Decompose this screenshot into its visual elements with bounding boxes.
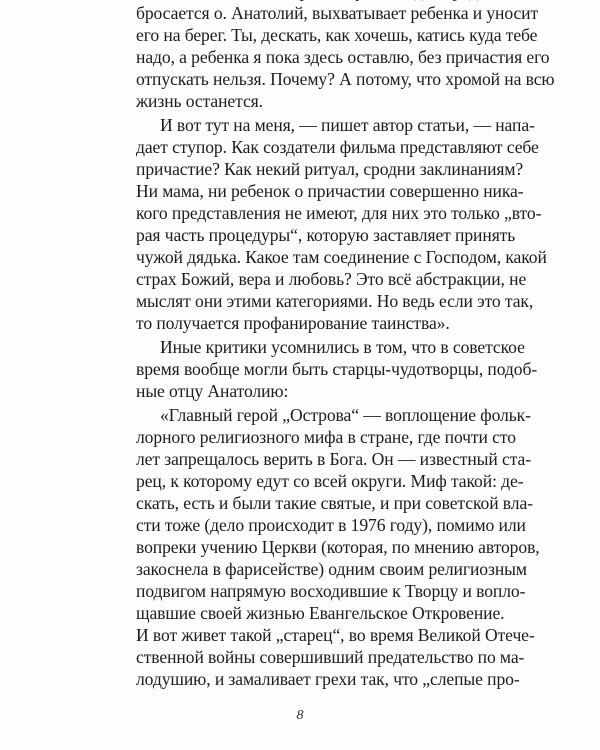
text-line: рец, к которому едут со всей округи. Миф такой: де-: [136, 471, 524, 491]
text-line: лорного религиозного мифа в стране, где почти сто: [136, 427, 516, 447]
text-line: дает ступор. Как создатели фильма представляют себе: [136, 137, 539, 157]
text-line: Иные критики усомнились в том, что в советское: [160, 337, 525, 357]
text-line: сти тоже (дело происходит в 1976 году), помимо или: [136, 515, 526, 535]
text-line: причастие? Как некий ритуал, сродни заклинаниям?: [136, 159, 524, 179]
text-line: «Главный герой „Острова“ — воплощение фольк-: [160, 405, 531, 425]
text-line: кого представления не имеют, для них это только „вто-: [136, 203, 542, 223]
page-number: 8: [296, 708, 304, 723]
text-line: И вот живет такой „старец“, во время Великой Отече-: [136, 625, 535, 645]
text-line: рая часть процедуры“, которую заставляет принять: [136, 225, 516, 245]
text-line: его на берег. Ты, дескать, как хочешь, катись куда тебе: [136, 25, 538, 45]
text-line: отпускать нельзя. Почему? А потому, что хромой на всю: [136, 69, 555, 89]
text-line: чужой дядька. Какое там соединение с Господом, какой: [136, 247, 547, 267]
text-line: вопреки учению Церкви (которая, по мнению авторов,: [136, 537, 540, 557]
text-line: Ни мама, ни ребенок о причастии совершенно ника-: [136, 181, 524, 201]
text-line: лет запрещалось верить в Бога. Он — известный ста-: [136, 449, 532, 469]
text-line: щавшие своей жизнью Евангельское Откровение.: [136, 603, 505, 623]
text-line: скать, есть и были такие святые, и при советской вла-: [136, 493, 533, 513]
text-line: мыслят они этими категориями. Но ведь если это так,: [136, 291, 534, 311]
text-line: надо, а ребенка я пока здесь оставлю, без причастия его: [136, 47, 550, 67]
text-line: закоснела в фарисействе) одним своим религиозным: [136, 559, 527, 579]
text-line: ные отцу Анатолию:: [136, 381, 289, 401]
text-line: ственной войны совершивший предательство по ма-: [136, 647, 525, 667]
text-line: страх Божий, вера и любовь? Это всё абстракции, не: [136, 269, 527, 289]
text-line: И вот тут на меня, — пишет автор статьи, — напа-: [160, 115, 535, 135]
text-line: время вообще могли быть старцы-чудотворцы, подоб-: [136, 359, 538, 379]
text-line: лодушию, и замаливает грехи так, что „слепые про-: [136, 669, 520, 689]
text-line: то получается профанирование таинства».: [136, 313, 450, 333]
text-line: жизнь останется.: [136, 91, 263, 111]
text-line: подвигом напрямую восходившие к Творцу и вопло-: [136, 581, 526, 601]
text-line: бросается о. Анатолий, выхватывает ребенка и уносит: [136, 3, 539, 23]
